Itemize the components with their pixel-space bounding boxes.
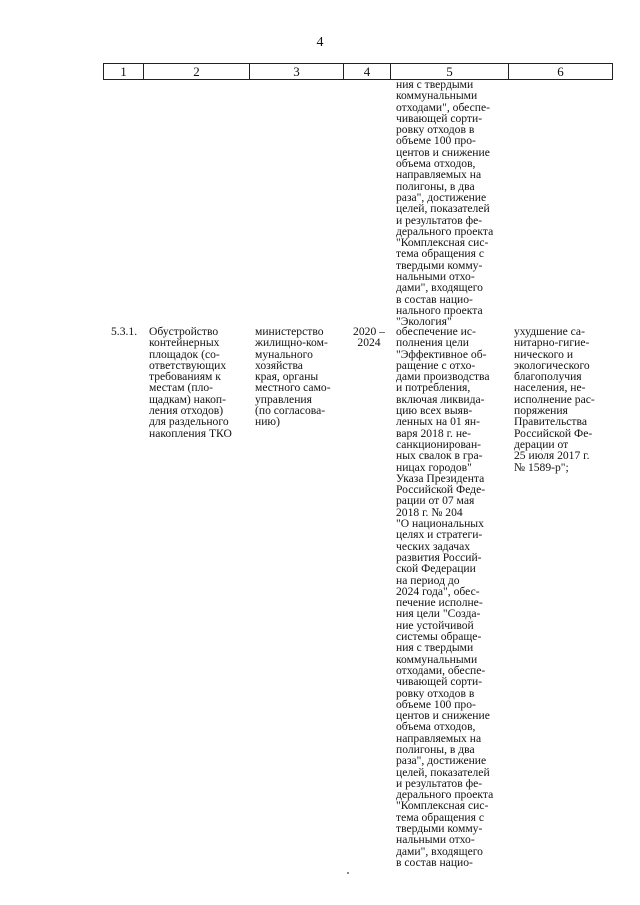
row-goal: обеспечение ис- полнения цели "Эффективное об- ращение с отхо- дами производства и потребления, включая ликвида- цию всех выяв- ленных на 01 ян- варя 2018 г. не- санкционирован- ных свалок в гра- ницах городов" Указа Президента Российской Феде- рации от 07 мая 2018 г. № 204 "О национальных целях и стратеги- ческих задачах развития Россий- ской Федерации на период до 2024 года", обес- печение исполне- ния цели "Созда- ние устойчивой системы обраще- ния с твердыми коммунальными отходами, обеспе- чивающей сорти- ровку отходов в объеме 100 про- центов и снижение объема отходов, направляемых на полигоны, в два раза", достижение целей, показателей и результатов фе- дерального проекта "Комплексная сис- тема обращения с твердыми комму- нальными отхо- дами", входящего в состав нацио-: [396, 325, 494, 869]
header-col-4: 4: [344, 64, 391, 79]
row-period: 2020 – 2024: [353, 325, 385, 350]
header-col-1: 1: [104, 64, 144, 79]
header-col-5: 5: [391, 64, 509, 79]
header-col-2: 2: [144, 64, 250, 79]
row-description: Обустройство контейнерных площадок (со- ответствующих требованиям к местам (пло- щадкам) накоп- ления отходов) для раздельного накопления ТКО: [149, 325, 232, 440]
row-number: 5.3.1.: [111, 325, 138, 338]
continued-goal-text: ния с твердыми коммунальными отходами", обеспе- чивающей сорти- ровку отходов в объеме 100 про- центов и снижение объема отходов, направляемых на полигоны, в два раза", достижение целей, показателей и результатов фе- дерального проекта "Комплексная сис- тема обращения с твердыми комму- нальными отхо- дами", входящего в состав нацио- нального проекта "Экология": [396, 78, 494, 329]
row-executor: министерство жилищно-ком- мунального хозяйства края, органы местного само- управления (по согласова- нию): [255, 325, 331, 429]
header-col-3: 3: [250, 64, 344, 79]
page-number: 4: [316, 35, 324, 50]
scan-speck: [347, 872, 349, 874]
row-consequence: ухудшение са- нитарно-гигие- нического и экологического благополучия населения, не- исполнение рас- поряжения Правительства Российской Фе- дерации от 25 июля 2017 г. № 1589-р";: [514, 325, 595, 474]
table-header: [103, 63, 613, 80]
header-col-6: 6: [557, 64, 564, 79]
